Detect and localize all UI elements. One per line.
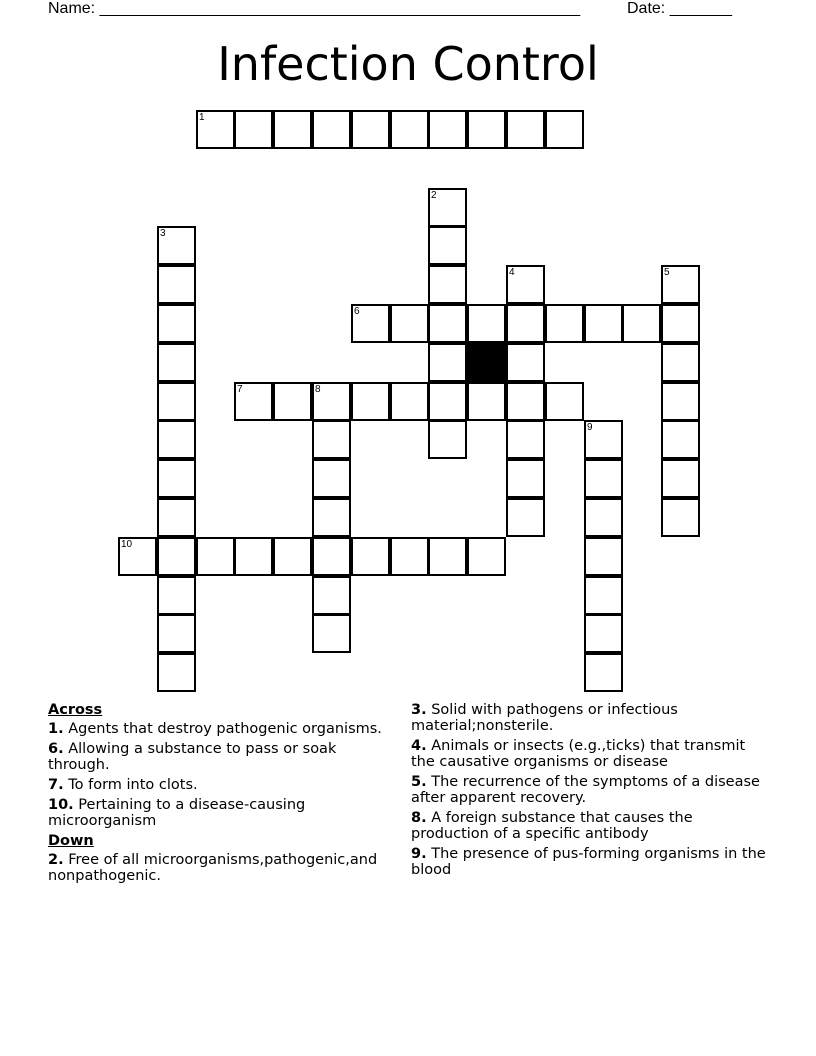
crossword-cell[interactable] <box>157 614 196 653</box>
clue-item <box>48 721 393 737</box>
crossword-cell[interactable] <box>584 537 623 576</box>
across-clue-list <box>48 721 393 829</box>
page-title: Infection Control <box>217 37 599 91</box>
crossword-cell[interactable] <box>351 382 390 421</box>
clue-text: To form into clots. <box>68 777 198 793</box>
crossword-cell[interactable] <box>428 420 467 459</box>
clue-number: 3. <box>411 702 427 718</box>
crossword-cell[interactable] <box>312 537 351 576</box>
crossword-cell[interactable] <box>428 537 467 576</box>
clue-number: 2. <box>48 852 64 868</box>
crossword-cell[interactable] <box>157 576 196 615</box>
crossword-cell[interactable] <box>312 498 351 537</box>
crossword-cell[interactable] <box>545 110 584 149</box>
across-heading: Across <box>48 702 103 718</box>
crossword-cell[interactable] <box>428 188 467 227</box>
crossword-cell[interactable] <box>506 382 545 421</box>
clue-text: Solid with pathogens or infectious material;nonsterile. <box>411 702 678 734</box>
clue-text: Animals or insects (e.g.,ticks) that transmit the causative organisms or disease <box>411 738 746 770</box>
crossword-cell[interactable] <box>273 110 312 149</box>
crossword-cell[interactable] <box>584 653 623 692</box>
clue-number-label: 3 <box>160 228 166 239</box>
clues-left-column <box>48 702 393 888</box>
crossword-cell[interactable] <box>467 110 506 149</box>
crossword-cell[interactable] <box>157 343 196 382</box>
clue-text: Agents that destroy pathogenic organisms. <box>68 721 382 737</box>
clue-item <box>48 852 393 884</box>
clue-text: Pertaining to a disease-causing microorganism <box>48 797 306 829</box>
down-heading: Down <box>48 833 94 849</box>
crossword-cell[interactable] <box>661 265 700 304</box>
clue-number-label: 6 <box>354 306 360 317</box>
crossword-cell[interactable] <box>157 265 196 304</box>
crossword-cell[interactable] <box>584 420 623 459</box>
clue-item <box>411 738 771 770</box>
crossword-cell[interactable] <box>390 382 429 421</box>
crossword-cell[interactable] <box>157 304 196 343</box>
down-clue-list-continued <box>411 702 771 878</box>
clue-item <box>48 797 393 829</box>
crossword-cell[interactable] <box>351 304 390 343</box>
clue-number: 9. <box>411 846 427 862</box>
crossword-cell[interactable] <box>351 110 390 149</box>
crossword-cell[interactable] <box>661 459 700 498</box>
crossword-cell[interactable] <box>390 537 429 576</box>
crossword-black-cell <box>467 343 506 382</box>
crossword-cell[interactable] <box>273 382 312 421</box>
clue-number: 7. <box>48 777 64 793</box>
crossword-cell[interactable] <box>467 382 506 421</box>
clue-item <box>411 810 771 842</box>
clue-number: 8. <box>411 810 427 826</box>
crossword-cell[interactable] <box>118 537 157 576</box>
crossword-cell[interactable] <box>545 304 584 343</box>
crossword-cell[interactable] <box>661 304 700 343</box>
clue-number-label: 5 <box>664 267 670 278</box>
clue-item <box>48 741 393 773</box>
crossword-cell[interactable] <box>545 382 584 421</box>
clue-text: A foreign substance that causes the production of a specific antibody <box>411 810 693 842</box>
clue-number-label: 2 <box>431 190 437 201</box>
crossword-cell[interactable] <box>584 304 623 343</box>
clue-number-label: 7 <box>237 384 243 395</box>
crossword-cell[interactable] <box>196 537 235 576</box>
crossword-cell[interactable] <box>390 110 429 149</box>
crossword-cell[interactable] <box>506 110 545 149</box>
crossword-cell[interactable] <box>584 576 623 615</box>
crossword-cell[interactable] <box>312 382 351 421</box>
crossword-cell[interactable] <box>157 653 196 692</box>
crossword-cell[interactable] <box>273 537 312 576</box>
clue-number-label: 8 <box>315 384 321 395</box>
clue-item <box>48 777 393 793</box>
crossword-cell[interactable] <box>312 420 351 459</box>
crossword-cell[interactable] <box>428 226 467 265</box>
crossword-cell[interactable] <box>428 265 467 304</box>
crossword-cell[interactable] <box>428 343 467 382</box>
crossword-cell[interactable] <box>312 110 351 149</box>
crossword-cell[interactable] <box>157 459 196 498</box>
clue-item <box>411 774 771 806</box>
crossword-cell[interactable] <box>467 304 506 343</box>
clue-number: 6. <box>48 741 64 757</box>
crossword-cell[interactable] <box>312 576 351 615</box>
crossword-cell[interactable] <box>312 614 351 653</box>
crossword-cell[interactable] <box>234 382 273 421</box>
clues-right-column <box>411 702 771 882</box>
clue-number: 10. <box>48 797 74 813</box>
crossword-cell[interactable] <box>312 459 351 498</box>
clue-number: 5. <box>411 774 427 790</box>
clue-item <box>411 846 771 878</box>
crossword-cell[interactable] <box>351 537 390 576</box>
crossword-cell[interactable] <box>584 459 623 498</box>
crossword-cell[interactable] <box>428 382 467 421</box>
crossword-cell[interactable] <box>157 498 196 537</box>
date-field-label: Date: _______ <box>627 0 732 17</box>
crossword-cell[interactable] <box>234 110 273 149</box>
crossword-cell[interactable] <box>157 382 196 421</box>
clue-number-label: 10 <box>121 539 133 550</box>
crossword-cell[interactable] <box>661 420 700 459</box>
crossword-cell[interactable] <box>661 382 700 421</box>
crossword-cell[interactable] <box>622 304 661 343</box>
crossword-cell[interactable] <box>157 420 196 459</box>
clue-number: 4. <box>411 738 427 754</box>
crossword-cell[interactable] <box>506 459 545 498</box>
crossword-cell[interactable] <box>584 498 623 537</box>
crossword-cell[interactable] <box>390 304 429 343</box>
crossword-cell[interactable] <box>661 343 700 382</box>
crossword-cell[interactable] <box>157 226 196 265</box>
clue-number-label: 4 <box>509 267 515 278</box>
clue-text: The presence of pus-forming organisms in the blood <box>411 846 766 878</box>
crossword-cell[interactable] <box>196 110 235 149</box>
crossword-cell[interactable] <box>506 343 545 382</box>
clue-text: The recurrence of the symptoms of a disease after apparent recovery. <box>411 774 760 806</box>
crossword-cell[interactable] <box>506 498 545 537</box>
clue-text: Allowing a substance to pass or soak through. <box>48 741 337 773</box>
crossword-cell[interactable] <box>506 420 545 459</box>
crossword-cell[interactable] <box>467 537 506 576</box>
clue-number: 1. <box>48 721 64 737</box>
crossword-cell[interactable] <box>661 498 700 537</box>
down-clue-list <box>48 852 393 884</box>
clue-text: Free of all microorganisms,pathogenic,and nonpathogenic. <box>48 852 378 884</box>
crossword-cell[interactable] <box>506 304 545 343</box>
clue-number-label: 9 <box>587 422 593 433</box>
clue-item <box>411 702 771 734</box>
clue-number-label: 1 <box>199 112 205 123</box>
crossword-cell[interactable] <box>506 265 545 304</box>
crossword-cell[interactable] <box>157 537 196 576</box>
crossword-cell[interactable] <box>428 304 467 343</box>
crossword-cell[interactable] <box>234 537 273 576</box>
name-field-label: Name: ______________________________________________________ <box>48 0 581 17</box>
crossword-cell[interactable] <box>428 110 467 149</box>
crossword-cell[interactable] <box>584 614 623 653</box>
